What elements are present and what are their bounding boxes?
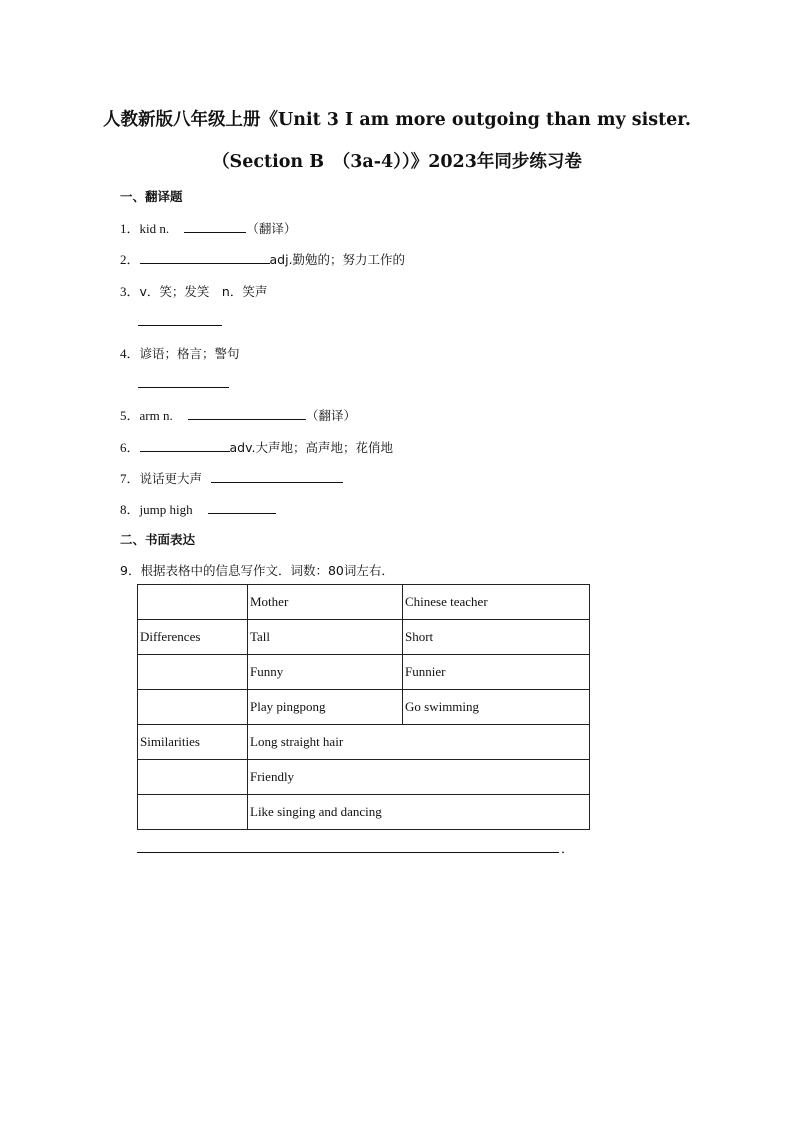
table-cell: Friendly — [248, 760, 590, 795]
table-row — [138, 795, 590, 830]
answer-blank[interactable] — [140, 250, 270, 264]
writing-prompt-text: 9．根据表格中的信息写作文．词数：80词左右． — [120, 563, 394, 578]
question-number: 4． — [120, 346, 140, 361]
comparison-table — [137, 584, 590, 830]
table-cell: Long straight hair — [248, 725, 590, 760]
section-heading-translation: 一、翻译题 — [120, 189, 183, 204]
question-3 — [120, 281, 267, 300]
question-1 — [120, 218, 296, 237]
question-8 — [120, 499, 276, 518]
question-text: 说话更大声 — [139, 471, 203, 486]
table-cell: Short — [403, 620, 590, 655]
question-text: jump high — [139, 502, 193, 517]
table-cell — [138, 585, 248, 620]
question-number: 8． — [120, 502, 140, 517]
question-text: kid n. — [139, 221, 170, 236]
table-cell: Play pingpong — [248, 690, 403, 725]
question-text: 谚语；格言；警句 — [139, 346, 240, 361]
question-number: 5． — [120, 408, 140, 423]
answer-blank[interactable] — [208, 500, 276, 514]
question-number: 2． — [120, 252, 140, 267]
question-6 — [120, 437, 393, 456]
answer-blank[interactable] — [211, 469, 343, 483]
question-text: arm n. — [139, 408, 173, 423]
table-cell: Funny — [248, 655, 403, 690]
table-cell — [138, 655, 248, 690]
table-cell: Go swimming — [403, 690, 590, 725]
essay-end-period: ． — [561, 842, 575, 857]
table-row — [138, 725, 590, 760]
table-cell: Mother — [248, 585, 403, 620]
document-title-line1: 人教新版八年级上册《Unit 3 I am more outgoing than my sister. — [102, 110, 692, 130]
table-cell: Like singing and dancing — [248, 795, 590, 830]
question-number: 6． — [120, 440, 140, 455]
question-number: 7． — [120, 471, 140, 486]
answer-blank[interactable] — [140, 438, 230, 452]
table-cell: Similarities — [138, 725, 248, 760]
document-title-line2: （Section B （3a-4））》2023年同步练习卷 — [212, 152, 582, 172]
section-heading-writing: 二、书面表达 — [120, 532, 196, 547]
table-row — [138, 620, 590, 655]
table-cell: Tall — [248, 620, 403, 655]
question-2 — [120, 249, 405, 268]
table-cell: Differences — [138, 620, 248, 655]
table-cell — [138, 795, 248, 830]
question-suffix: （翻译） — [305, 408, 356, 423]
table-cell — [138, 690, 248, 725]
table-row — [138, 655, 590, 690]
question-suffix: adj.勤勉的；努力工作的 — [269, 252, 406, 267]
table-row — [138, 760, 590, 795]
question-text: v．笑；发笑 n．笑声 — [139, 284, 268, 299]
table-row — [138, 690, 590, 725]
answer-blank[interactable] — [188, 406, 306, 420]
essay-answer-line[interactable] — [137, 852, 559, 853]
question-suffix: adv.大声地；高声地；花俏地 — [229, 440, 394, 455]
question-7 — [120, 468, 343, 487]
table-row — [138, 585, 590, 620]
answer-blank[interactable] — [138, 387, 229, 388]
table-cell: Chinese teacher — [403, 585, 590, 620]
table-cell: Funnier — [403, 655, 590, 690]
writing-prompt — [120, 561, 394, 579]
answer-blank[interactable] — [184, 219, 246, 233]
question-number: 3． — [120, 284, 140, 299]
question-suffix: （翻译） — [246, 221, 297, 236]
question-number: 1． — [120, 221, 140, 236]
answer-blank[interactable] — [138, 325, 222, 326]
table-cell — [138, 760, 248, 795]
question-5 — [120, 405, 356, 424]
question-4 — [120, 343, 240, 362]
